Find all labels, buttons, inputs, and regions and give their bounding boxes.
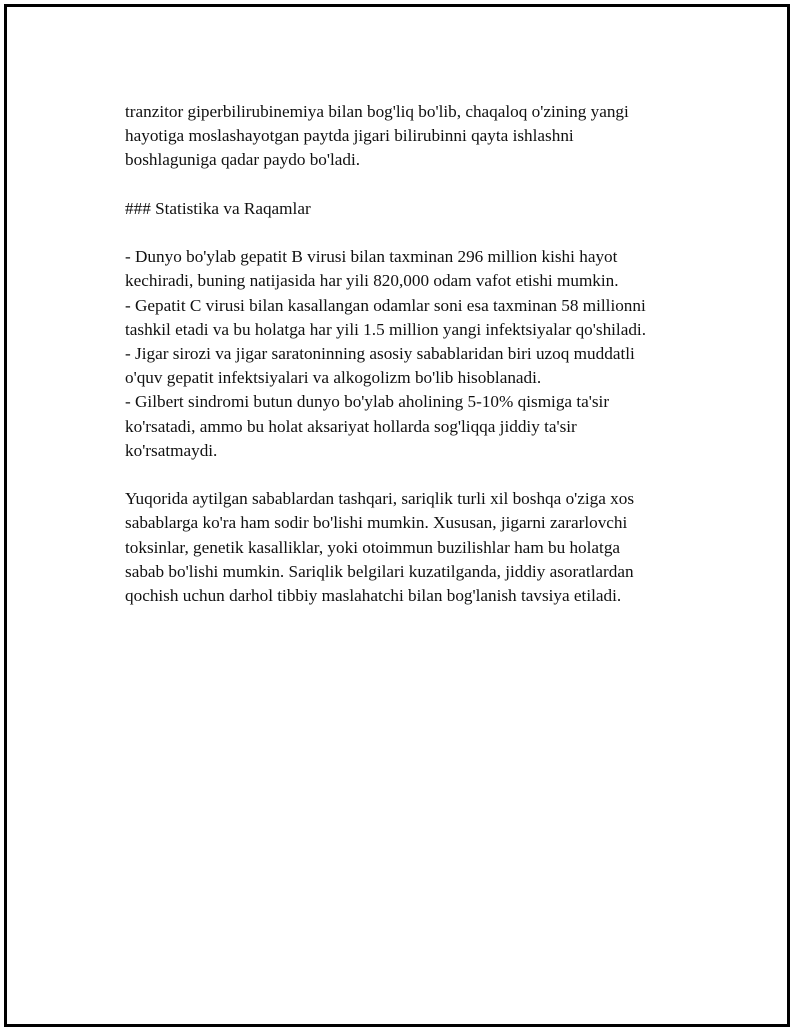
text-line: sabablarga ko'ra ham sodir bo'lishi mumkin. Xususan, jigarni zararlovchi [125,513,628,533]
list-item-line: - Gilbert sindromi butun dunyo bo'ylab aholining 5-10% qismiga ta'sir [125,392,610,412]
paragraph-spacer [125,173,705,197]
text-line: Yuqorida aytilgan sabablardan tashqari, sariqlik turli xil boshqa o'ziga xos [125,489,635,509]
text-line: sabab bo'lishi mumkin. Sariqlik belgilari kuzatilganda, jiddiy asoratlardan [125,561,634,581]
section-heading [125,197,705,221]
list-item-line: o'quv gepatit infektsiyalari va alkogolizm bo'lib hisoblanadi. [125,368,542,388]
statistics-list [125,245,705,463]
text-line: toksinlar, genetik kasalliklar, yoki otoimmun buzilishlar ham bu holatga [125,537,621,557]
section-heading-text: ### Statistika va Raqamlar [125,198,311,218]
list-item-line: - Jigar sirozi va jigar saratoninning asosiy sabablaridan biri uzoq muddatli [125,344,635,363]
text-line: tranzitor giperbilirubinemiya bilan bog'liq bo'lib, chaqaloq o'zining yangi [125,102,629,121]
document-body [125,100,705,608]
list-item-line: - Gepatit C virusi bilan kasallangan odamlar soni esa taxminan 58 millionni [125,295,646,315]
list-item-line: ko'rsatadi, ammo bu holat aksariyat hollarda sog'liqqa jiddiy ta'sir [125,416,577,436]
closing-paragraph [125,487,705,608]
intro-paragraph [125,100,705,173]
text-line: qochish uchun darhol tibbiy maslahatchi bilan bog'lanish tavsiya etiladi. [125,586,622,606]
paragraph-spacer [125,221,705,245]
list-item-line: kechiradi, buning natijasida har yili 820,000 odam vafot etishi mumkin. [125,271,619,291]
page-frame [4,4,790,1027]
paragraph-spacer [125,463,705,487]
list-item-line: - Dunyo bo'ylab gepatit B virusi bilan taxminan 296 million kishi hayot [125,247,618,267]
text-line: hayotiga moslashayotgan paytda jigari bilirubinni qayta ishlashni [125,126,574,146]
list-item-line: ko'rsatmaydi. [125,440,218,460]
list-item-line: tashkil etadi va bu holatga har yili 1.5 million yangi infektsiyalar qo'shiladi. [125,319,647,339]
text-line: boshlaguniga qadar paydo bo'ladi. [125,150,361,170]
